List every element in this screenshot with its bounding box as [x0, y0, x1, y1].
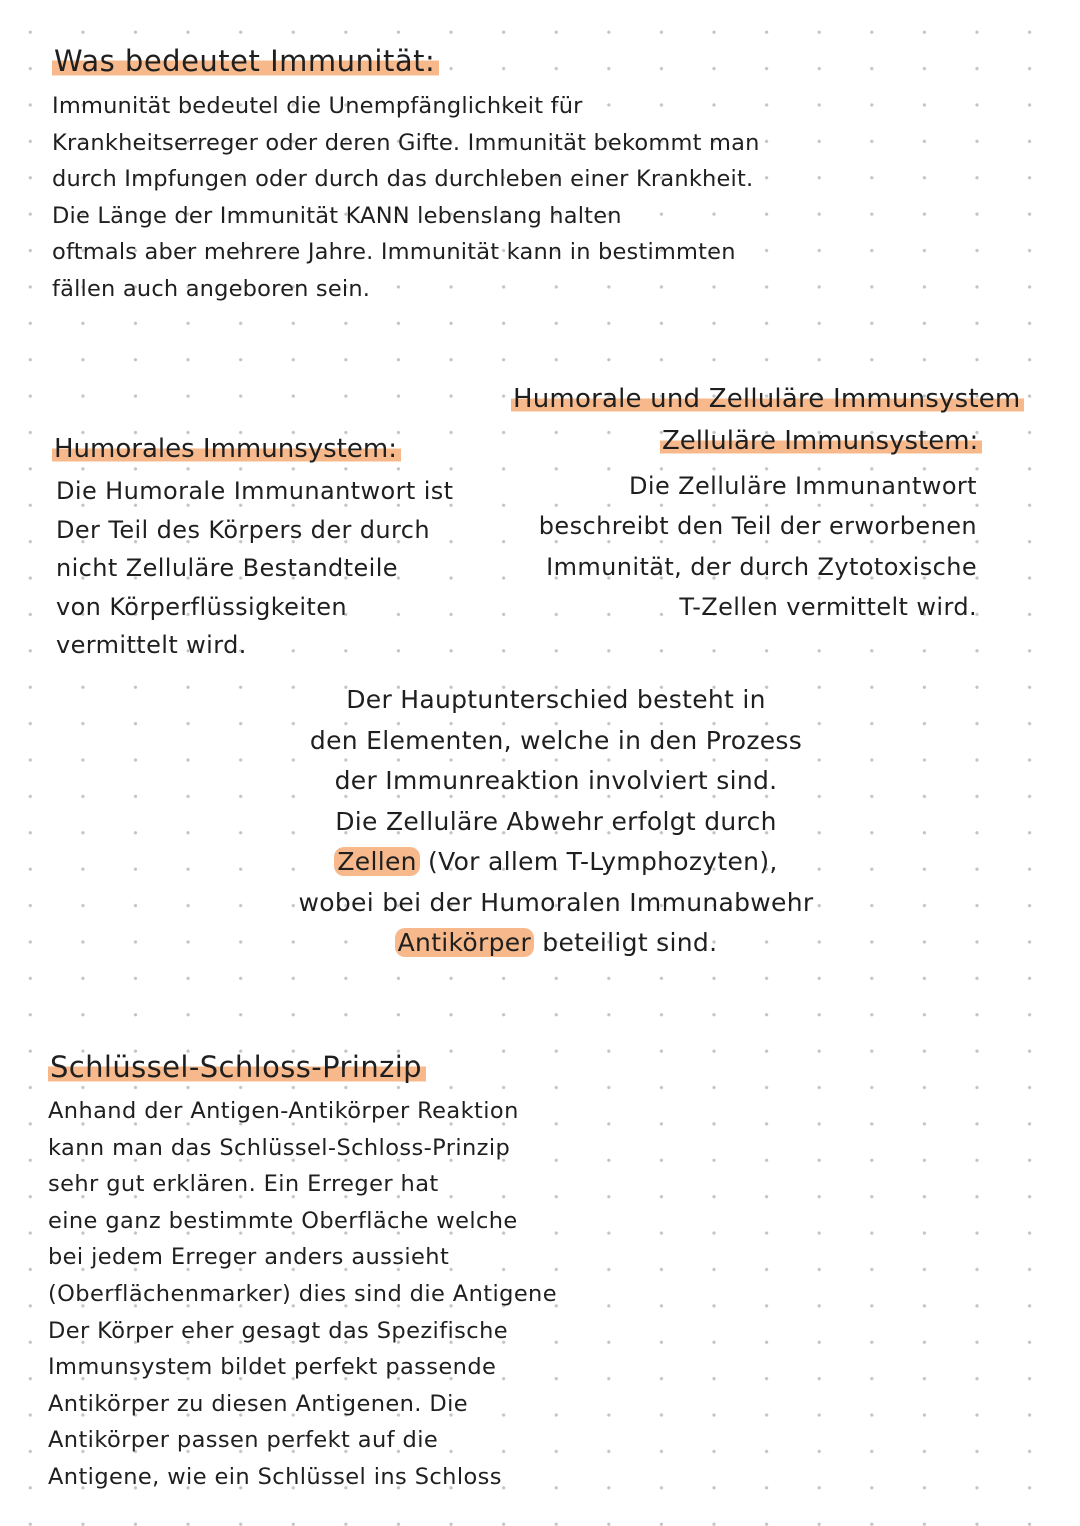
comparison-heading-text: Humorale und Zelluläre Immunsystem — [511, 384, 1024, 414]
text-line: kann man das Schlüssel-Schloss-Prinzip — [48, 1134, 511, 1161]
text-line: den Elementen, welche in den Prozess — [309, 725, 803, 755]
difference-paragraph — [280, 680, 832, 964]
text-line: oftmals aber mehrere Jahre. Immunität kann in bestimmten — [52, 239, 736, 266]
humoral-paragraph — [56, 472, 454, 665]
text-line: Die Humorale Immunantwort ist — [56, 477, 454, 505]
text-line: Die Länge der Immunität KANN lebenslang halten — [52, 202, 622, 229]
highlight-antikoerper: Antikörper — [395, 928, 534, 957]
humoral-heading — [52, 434, 401, 464]
comparison-heading — [511, 384, 1024, 414]
humoral-heading-text: Humorales Immunsystem: — [52, 434, 401, 464]
text-line: Immunität, der durch Zytotoxische — [546, 552, 977, 581]
cellular-paragraph — [497, 466, 977, 627]
text-line: Immunsystem bildet perfekt passende — [48, 1354, 497, 1381]
text-line: bei jedem Erreger anders aussieht — [48, 1244, 450, 1271]
text-line: nicht Zelluläre Bestandteile — [56, 554, 398, 583]
text-segment: (Vor allem T-Lymphozyten), — [419, 847, 778, 876]
text-line: von Körperflüssigkeiten — [56, 592, 347, 621]
text-line — [280, 923, 832, 964]
lock-key-heading-text: Schlüssel-Schloss-Prinzip — [48, 1050, 426, 1084]
text-line: Krankheitserreger oder deren Gifte. Immunität bekommt man — [52, 129, 760, 156]
immunity-paragraph — [52, 88, 760, 308]
text-line: sehr gut erklären. Ein Erreger hat — [48, 1171, 439, 1198]
highlight-zellen: Zellen — [334, 847, 419, 876]
text-line: Anhand der Antigen-Antikörper Reaktion — [48, 1098, 519, 1124]
text-line: Der Körper eher gesagt das Spezifische — [48, 1317, 508, 1344]
text-line: T-Zellen vermittelt wird. — [679, 592, 977, 621]
text-line: durch Impfungen oder durch das durchleben einer Krankheit. — [52, 166, 754, 193]
text-line — [280, 842, 832, 883]
cellular-heading-text: Zelluläre Immunsystem: — [660, 426, 982, 456]
text-line: Der Hauptunterschied besteht in — [346, 685, 766, 714]
text-line: Die Zelluläre Immunantwort — [629, 472, 977, 500]
lock-key-heading — [48, 1050, 426, 1084]
text-line: Antikörper zu diesen Antigenen. Die — [48, 1390, 469, 1417]
text-line: vermittelt wird. — [56, 631, 247, 660]
text-line: (Oberflächenmarker) dies sind die Antigene — [48, 1280, 557, 1307]
lock-key-paragraph — [48, 1093, 557, 1496]
text-line: Der Teil des Körpers der durch — [56, 515, 430, 544]
text-line: beschreibt den Teil der erworbenen — [538, 512, 977, 541]
text-segment: beteiligt sind. — [534, 928, 718, 957]
immunity-heading — [52, 44, 439, 78]
text-line: Antigene, wie ein Schlüssel ins Schloss — [48, 1463, 502, 1490]
text-line: eine ganz bestimmte Oberfläche welche — [48, 1207, 518, 1234]
text-line: Die Zelluläre Abwehr erfolgt durch — [335, 806, 777, 836]
text-line: der Immunreaktion involviert sind. — [334, 766, 778, 795]
text-line: Antikörper passen perfekt auf die — [48, 1427, 439, 1454]
cellular-heading — [660, 426, 982, 456]
text-line: Immunität bedeutel die Unempfänglichkeit für — [52, 93, 583, 119]
immunity-heading-text: Was bedeutet Immunität: — [52, 44, 439, 78]
text-line: fällen auch angeboren sein. — [52, 275, 371, 302]
text-line: wobei bei der Humoralen Immunabwehr — [298, 887, 814, 917]
